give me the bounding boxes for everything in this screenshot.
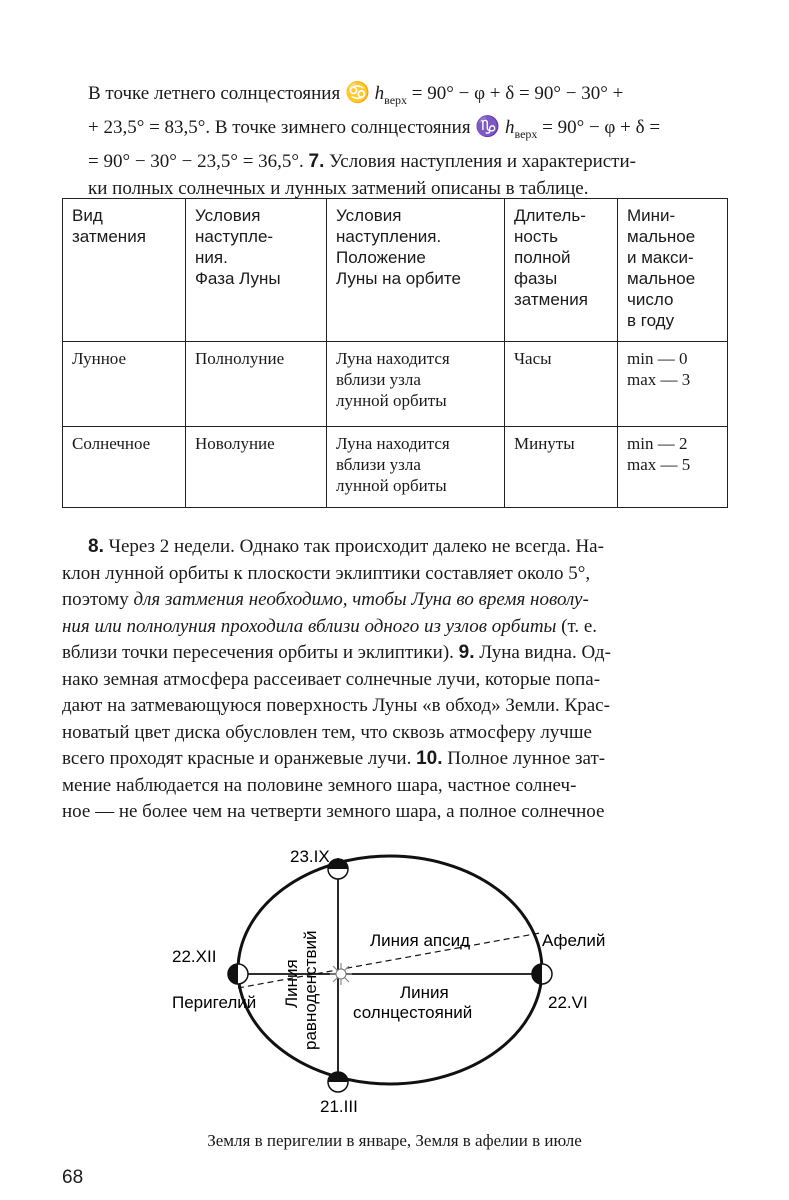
text-line: ное — не более чем на четверти земного шара, а полное солнечное [62,801,605,822]
label-solstice-line: солнцестояний [353,1003,473,1022]
table-header-cell: Мини- мальное и макси- мальное число в году [618,199,728,342]
text-fragment: Условия наступления и характеристи- [324,151,636,172]
label-solstice-line: Линия [400,983,449,1002]
text-line: ки полных солнечных и лунных затмений описаны в таблице. [88,178,589,199]
table-header-cell: Условия наступления. Положение Луны на орбите [327,199,505,342]
text-fragment: = 90° − 30° − 23,5° = 36,5°. [88,151,309,172]
label-21-iii: 21.III [320,1097,358,1116]
capricorn-symbol-icon: ♑ [475,116,501,138]
h-symbol: h [500,117,515,138]
text-line [62,587,736,614]
subscript: верх [514,127,538,141]
text-line [62,640,736,667]
h-symbol: h [369,83,385,104]
text-fragment: вблизи точки пересечения орбиты и эклиптики). [62,642,459,663]
label-22-vi: 22.VI [548,993,588,1012]
text-line [62,746,736,773]
earth-orbit-diagram [150,828,620,1128]
text-fragment: В точке летнего солнцестояния [88,83,345,104]
table-cell: Новолуние [186,427,327,508]
answer-number: 8. [88,536,104,557]
table-cell: Солнечное [63,427,186,508]
subscript: верх [384,93,408,107]
paragraph-answers [62,534,736,826]
text-line [62,534,736,561]
label-equinox-line: Линия [282,959,301,1008]
cancer-symbol-icon: ♋ [344,82,370,104]
table-cell: Полнолуние [186,342,327,427]
table-cell: Луна находится вблизи узла лунной орбиты [327,342,505,427]
table-row [63,427,728,508]
text-fragment: Полное лунное зат- [442,748,606,769]
text-line [88,114,736,148]
sun-icon [330,963,352,985]
earth-marker-right [532,964,552,984]
label-23-ix: 23.IX [290,847,330,866]
answer-number: 10. [416,748,443,769]
text-fragment: = 90° − φ + δ = [537,117,661,138]
answer-number: 9. [458,642,475,663]
text-line: нако земная атмосфера рассеивает солнечные лучи, которые попа- [62,668,601,690]
text-fragment: поэтому [62,589,134,610]
figure-caption: Земля в перигелии в январе, Земля в афелии в июле [207,1131,582,1150]
text-line: мение наблюдается на половине земного шара, частное солнеч- [62,774,577,796]
table-cell: Луна находится вблизи узла лунной орбиты [327,427,505,508]
table-cell: min — 0 max — 3 [618,342,728,427]
table-header-row [63,199,728,342]
label-equinox-line: равноденствий [301,930,320,1050]
table-header-cell: Вид затмения [63,199,186,342]
table-header-cell: Длитель- ность полной фазы затмения [505,199,618,342]
label-perihelion: Перигелий [172,993,257,1012]
text-fragment: Луна видна. Од- [474,642,611,663]
table-header-cell: Условия наступле- ния. Фаза Луны [186,199,327,342]
table-cell: Часы [505,342,618,427]
page-number: 68 [62,1167,84,1188]
table-cell: Лунное [63,342,186,427]
table-row [63,342,728,427]
text-line: клон лунной орбиты к плоскости эклиптики составляет около 5°, [62,562,591,584]
earth-marker-bottom [328,1072,348,1092]
text-line: дают на затмевающуюся поверхность Луны «в обход» Земли. Крас- [62,695,610,716]
eclipse-table [62,198,728,508]
text-fragment: (т. е. [556,615,598,637]
text-line [88,80,736,114]
italic-text: для затмения необходимо, чтобы Луна во время новолу- [133,589,589,610]
label-apsides-line: Линия апсид [370,931,471,950]
label-aphelion: Афелий [542,931,606,950]
text-fragment: = 90° − φ + δ = 90° − 30° + [407,83,624,104]
text-line [62,614,736,641]
text-fragment: Через 2 недели. Однако так происходит далеко не всегда. На- [103,536,604,557]
text-fragment: + 23,5° = 83,5°. В точке зимнего солнцестояния [88,117,476,138]
text-line [88,148,736,175]
label-22-xii: 22.XII [172,947,217,966]
earth-marker-left [228,964,248,984]
table-cell: min — 2 max — 5 [618,427,728,508]
paragraph-solstice [88,80,736,202]
italic-text: ния или полнолуния проходила вблизи одного из узлов орбиты [62,615,557,637]
text-fragment: всего проходят красные и оранжевые лучи. [62,748,417,769]
earth-marker-top [328,859,348,879]
answer-number: 7. [308,151,325,172]
text-line: новатый цвет диска обусловлен тем, что сквозь атмосферу лучше [62,721,592,743]
table-cell: Минуты [505,427,618,508]
